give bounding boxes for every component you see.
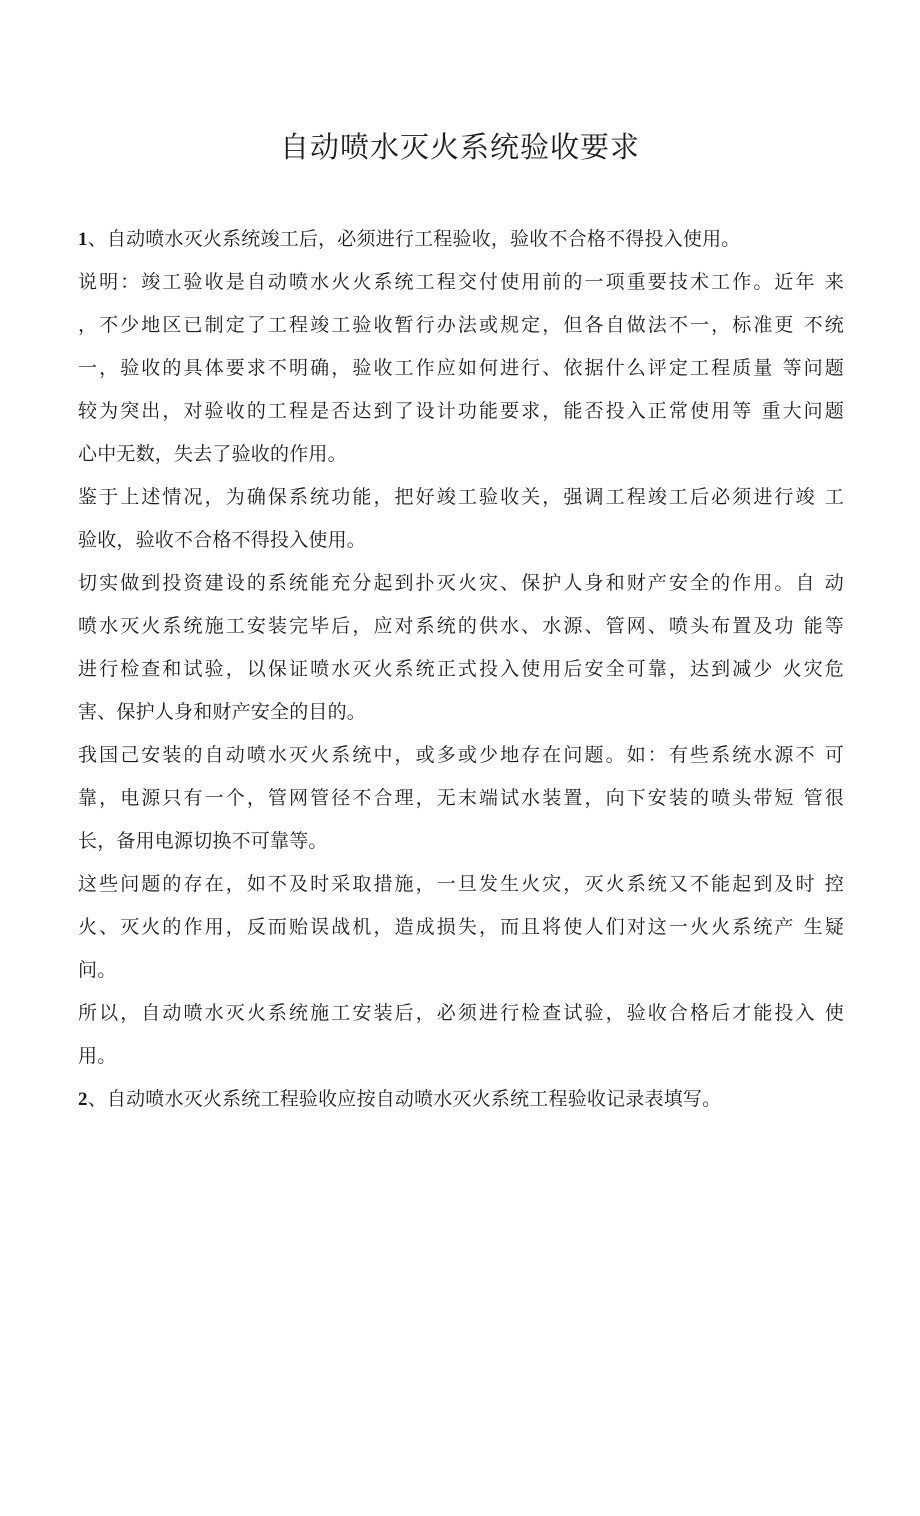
- text-line: [78, 992, 844, 1035]
- item-number: 2: [78, 1089, 88, 1110]
- text-line: [78, 949, 844, 992]
- document-body: [78, 218, 844, 1121]
- line-text: 害、保护人身和财产安全的目的。: [78, 701, 367, 723]
- text-line: [78, 777, 844, 820]
- line-text: 喷水灭火系统施工安装完毕后，应对系统的供水、水源、管网、喷头布置及功 能等: [78, 615, 844, 637]
- line-text: 这些问题的存在，如不及时采取措施，一旦发生火灾，灭火系统又不能起到及时 控: [78, 873, 844, 895]
- text-line: [78, 906, 844, 949]
- line-text: 长，备用电源切换不可靠等。: [78, 830, 328, 852]
- line-text: 问。: [78, 959, 117, 981]
- text-line: [78, 476, 844, 519]
- text-line: [78, 218, 844, 261]
- text-line: [78, 1078, 844, 1121]
- line-text: 所以，自动喷水灭火系统施工安装后，必须进行检查试验，验收合格后才能投入 使: [78, 1002, 844, 1024]
- line-text: 说明：竣工验收是自动喷水火火系统工程交付使用前的一项重要技术工作。近年 来: [78, 271, 844, 293]
- text-line: [78, 304, 844, 347]
- line-text: 心中无数，失去了验收的作用。: [78, 443, 347, 465]
- text-line: [78, 820, 844, 863]
- line-text: 用。: [78, 1045, 117, 1067]
- text-line: [78, 433, 844, 476]
- page-title: 自动喷水灭火系统验收要求: [279, 130, 640, 164]
- text-line: [78, 734, 844, 777]
- text-line: [78, 648, 844, 691]
- line-text: 切实做到投资建设的系统能充分起到扑灭火灾、保护人身和财产安全的作用。自 动: [78, 572, 844, 594]
- line-text: 火、灭火的作用，反而贻误战机，造成损失，而且将使人们对这一火火系统产 生疑: [78, 916, 844, 938]
- line-text: 我国己安装的自动喷水灭火系统中，或多或少地存在问题。如：有些系统水源不 可: [78, 744, 844, 766]
- text-line: [78, 390, 844, 433]
- text-line: [78, 519, 844, 562]
- line-text: 验收，验收不合格不得投入使用。: [78, 529, 367, 551]
- line-text: 、自动喷水灭火系统工程验收应按自动喷水灭火系统工程验收记录表填写。: [87, 1088, 722, 1110]
- line-text: 较为突出，对验收的工程是否达到了设计功能要求，能否投入正常使用等 重大问题: [78, 400, 844, 422]
- text-line: [78, 863, 844, 906]
- text-line: [78, 347, 844, 390]
- line-text: 、自动喷水灭火系统竣工后，必须进行工程验收，验收不合格不得投入使用。: [87, 228, 741, 250]
- text-line: [78, 261, 844, 304]
- line-text: 鉴于上述情况，为确保系统功能，把好竣工验收关，强调工程竣工后必须进行竣 工: [78, 486, 844, 508]
- line-text: 靠，电源只有一个，管网管径不合理，无末端试水装置，向下安装的喷头带短 管很: [78, 787, 844, 809]
- line-text: 一，验收的具体要求不明确，验收工作应如何进行、依据什么评定工程质量 等问题: [78, 357, 844, 379]
- item-number: 1: [78, 229, 88, 250]
- text-line: [78, 605, 844, 648]
- text-line: [78, 691, 844, 734]
- line-text: 进行检查和试验，以保证喷水灭火系统正式投入使用后安全可靠，达到减少 火灾危: [78, 658, 844, 680]
- text-line: [78, 562, 844, 605]
- line-text: ，不少地区已制定了工程竣工验收暂行办法或规定，但各自做法不一，标准更 不统: [78, 314, 844, 336]
- text-line: [78, 1035, 844, 1078]
